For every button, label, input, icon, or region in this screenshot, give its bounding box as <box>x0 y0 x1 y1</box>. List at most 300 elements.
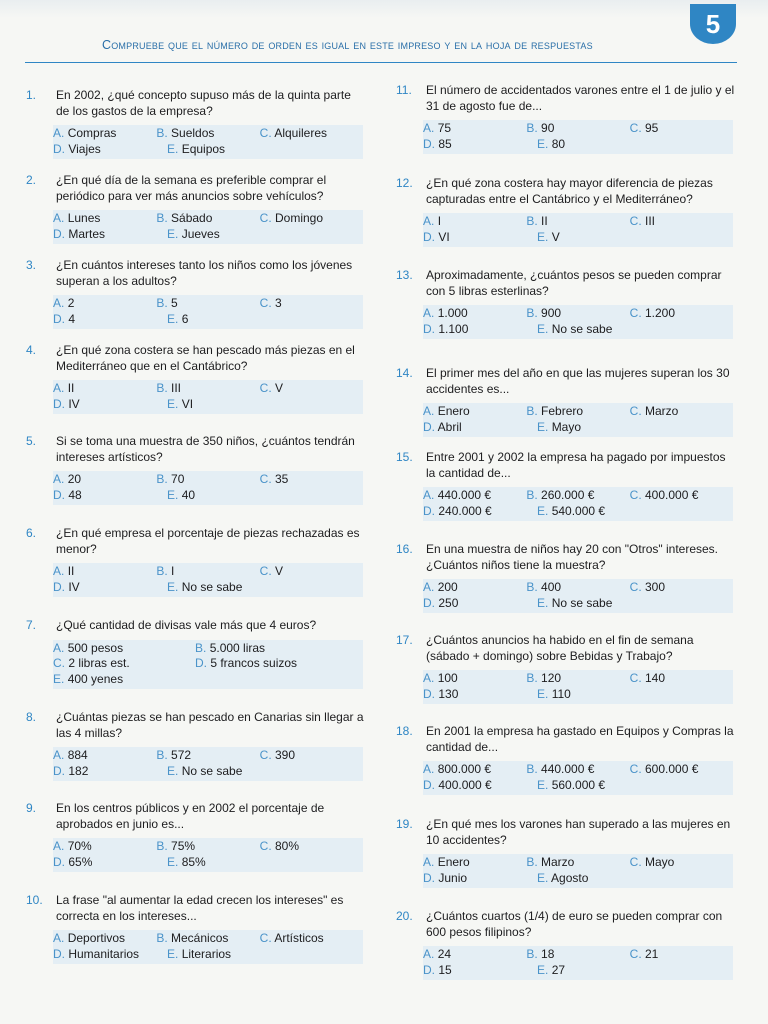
option-text: Humanitarios <box>68 946 140 961</box>
option-a[interactable] <box>423 488 526 504</box>
option-letter: D. <box>423 229 435 244</box>
option-letter: E. <box>167 854 179 869</box>
option-text: Enero <box>437 404 470 418</box>
question-16 <box>396 542 736 613</box>
question-header <box>26 893 366 924</box>
option-letter: B. <box>156 126 168 140</box>
option-text: 884 <box>67 748 88 762</box>
option-d[interactable] <box>53 764 167 780</box>
answer-options <box>423 854 733 888</box>
question-text: En 2002, ¿qué concepto supuso más de la quinta parte de los gastos de la empresa? <box>56 88 351 118</box>
option-letter: C. <box>259 381 272 395</box>
option-b[interactable] <box>526 488 629 504</box>
option-text: 572 <box>171 748 192 762</box>
option-text: II <box>67 381 75 395</box>
option-a[interactable] <box>53 564 156 580</box>
options-row <box>423 687 733 703</box>
option-e[interactable] <box>537 420 651 436</box>
option-text: Deportivos <box>67 931 126 945</box>
options-row <box>53 931 363 947</box>
option-letter: D. <box>53 763 65 778</box>
option-b[interactable] <box>526 855 629 871</box>
option-c[interactable] <box>260 472 363 488</box>
option-text: 40 <box>181 487 196 502</box>
option-a[interactable] <box>53 839 156 855</box>
option-letter: E. <box>537 777 549 792</box>
question-number: 20. <box>396 909 413 923</box>
option-letter: C. <box>629 947 642 961</box>
option-text: Literarios <box>181 946 232 961</box>
option-letter: E. <box>537 136 549 151</box>
option-c[interactable] <box>260 211 363 227</box>
option-letter: C. <box>259 211 272 225</box>
options-row <box>423 230 733 246</box>
question-7 <box>26 618 366 689</box>
option-text: 18 <box>541 947 555 961</box>
option-letter: C. <box>629 762 642 776</box>
option-text: Mayo <box>551 419 582 434</box>
question-text: El número de accidentados varones entre el 1 de julio y el 31 de agosto fue de... <box>426 83 735 113</box>
top-band <box>0 0 768 18</box>
option-d[interactable] <box>53 397 167 413</box>
options-row <box>53 397 363 413</box>
answer-options <box>423 946 733 980</box>
option-e[interactable] <box>537 322 651 338</box>
options-row <box>423 322 733 338</box>
question-header <box>396 450 736 481</box>
answer-options <box>53 930 363 964</box>
option-text: 400 yenes <box>67 671 124 686</box>
question-header <box>26 343 366 374</box>
question-number: 8. <box>26 710 37 724</box>
option-a[interactable] <box>53 211 156 227</box>
option-letter: E. <box>537 419 549 434</box>
option-letter: D. <box>423 321 435 336</box>
option-letter: D. <box>423 686 435 701</box>
answer-options <box>423 120 733 154</box>
question-17 <box>396 633 736 704</box>
option-e[interactable] <box>537 778 651 794</box>
option-e[interactable] <box>537 871 651 887</box>
option-text: 440.000 € <box>541 762 595 776</box>
option-letter: B. <box>526 855 538 869</box>
option-b[interactable] <box>526 580 629 596</box>
question-text: ¿En qué día de la semana es preferible comprar el periódico para ver más anuncios sobre vehículos? <box>56 173 327 203</box>
option-letter: A. <box>53 381 65 395</box>
option-text: I <box>437 214 442 228</box>
option-letter: D. <box>53 141 65 156</box>
option-letter: B. <box>156 564 168 578</box>
option-letter: A. <box>53 748 65 762</box>
option-text: 35 <box>275 472 289 486</box>
option-b[interactable] <box>156 296 259 312</box>
question-13 <box>396 268 736 339</box>
option-letter: E. <box>167 579 179 594</box>
option-a[interactable] <box>423 947 526 963</box>
option-letter: A. <box>423 855 435 869</box>
option-a[interactable] <box>53 472 156 488</box>
option-c[interactable] <box>260 748 363 764</box>
question-header <box>26 526 366 557</box>
question-header <box>396 268 736 299</box>
option-text: 560.000 € <box>551 777 606 792</box>
option-letter: C. <box>629 488 642 502</box>
option-letter: E. <box>537 229 549 244</box>
option-b[interactable] <box>156 126 259 142</box>
option-c[interactable] <box>630 306 733 322</box>
option-text: 250 <box>438 595 459 610</box>
question-header <box>396 724 736 755</box>
question-text: ¿En cuántos intereses tanto los niños como los jóvenes superan a los adultos? <box>56 258 353 288</box>
option-c[interactable] <box>260 296 363 312</box>
question-9 <box>26 801 366 872</box>
option-letter: C. <box>629 671 642 685</box>
option-d[interactable] <box>53 312 167 328</box>
option-a[interactable] <box>53 296 156 312</box>
option-letter: A. <box>53 296 65 310</box>
option-letter: A. <box>423 947 435 961</box>
question-number: 3. <box>26 258 37 272</box>
option-a[interactable] <box>423 214 526 230</box>
option-text: III <box>645 214 656 228</box>
option-e[interactable] <box>537 687 651 703</box>
option-c[interactable] <box>630 762 733 778</box>
option-c[interactable] <box>630 121 733 137</box>
option-letter: E. <box>167 487 179 502</box>
option-letter: A. <box>423 404 435 418</box>
option-a[interactable] <box>423 121 526 137</box>
option-b[interactable] <box>526 121 629 137</box>
option-letter: B. <box>156 839 168 853</box>
option-letter: D. <box>423 419 435 434</box>
option-b[interactable] <box>156 564 259 580</box>
option-text: 6 <box>181 311 189 326</box>
option-e[interactable] <box>167 312 281 328</box>
option-b[interactable] <box>156 931 259 947</box>
options-row <box>423 404 733 420</box>
question-text: La frase "al aumentar la edad crecen los intereses" es correcta en los intereses... <box>56 893 344 923</box>
option-text: Martes <box>68 226 106 241</box>
option-letter: C. <box>629 214 642 228</box>
option-text: Alquileres <box>274 126 328 140</box>
option-a[interactable] <box>53 931 156 947</box>
question-6 <box>26 526 366 597</box>
option-text: 200 <box>437 580 458 594</box>
question-number: 10. <box>26 893 43 907</box>
option-a[interactable] <box>53 641 195 657</box>
option-text: No se sabe <box>181 579 243 594</box>
option-text: 70 <box>171 472 185 486</box>
option-text: 140 <box>645 671 666 685</box>
option-text: 80% <box>275 839 300 853</box>
options-row <box>423 762 733 778</box>
option-e[interactable] <box>167 947 281 963</box>
question-text: ¿En qué empresa el porcentaje de piezas rechazadas es menor? <box>56 526 360 556</box>
option-e[interactable] <box>53 672 195 688</box>
option-letter: B. <box>526 404 538 418</box>
option-d[interactable] <box>423 596 537 612</box>
option-e[interactable] <box>537 137 651 153</box>
option-letter: E. <box>167 763 179 778</box>
question-8 <box>26 710 366 781</box>
option-text: I <box>171 564 175 578</box>
option-c[interactable] <box>630 580 733 596</box>
option-letter: D. <box>53 396 65 411</box>
option-text: 80 <box>551 136 566 151</box>
option-text: Enero <box>437 855 470 869</box>
option-text: 2 <box>67 296 75 310</box>
options-row <box>53 641 363 657</box>
options-row <box>53 472 363 488</box>
option-e[interactable] <box>167 488 281 504</box>
option-b[interactable] <box>195 641 337 657</box>
option-letter: B. <box>156 211 168 225</box>
answer-options <box>53 640 363 690</box>
option-text: 90 <box>541 121 555 135</box>
answer-options <box>423 670 733 704</box>
options-row <box>423 580 733 596</box>
option-b[interactable] <box>156 472 259 488</box>
question-header <box>26 88 366 119</box>
option-letter: D. <box>423 595 435 610</box>
answer-options <box>53 563 363 597</box>
option-text: V <box>275 564 284 578</box>
option-b[interactable] <box>526 947 629 963</box>
option-text: No se sabe <box>551 595 613 610</box>
option-c[interactable] <box>630 488 733 504</box>
question-text: En los centros públicos y en 2002 el porcentaje de aprobados en junio es... <box>56 801 325 831</box>
option-text: 85% <box>181 854 206 869</box>
options-row <box>53 296 363 312</box>
option-c[interactable] <box>630 214 733 230</box>
option-c[interactable] <box>260 381 363 397</box>
option-text: 500 pesos <box>67 640 124 655</box>
option-d[interactable] <box>53 855 167 871</box>
option-b[interactable] <box>526 214 629 230</box>
option-b[interactable] <box>156 381 259 397</box>
option-letter: C. <box>629 306 642 320</box>
option-a[interactable] <box>53 381 156 397</box>
option-b[interactable] <box>156 748 259 764</box>
question-2 <box>26 173 366 244</box>
question-19 <box>396 817 736 888</box>
option-c[interactable] <box>630 671 733 687</box>
question-text: En 2001 la empresa ha gastado en Equipos y Compras la cantidad de... <box>426 724 734 754</box>
question-4 <box>26 343 366 414</box>
question-number: 9. <box>26 801 37 815</box>
option-a[interactable] <box>423 855 526 871</box>
option-text: III <box>171 381 182 395</box>
option-letter: A. <box>53 839 65 853</box>
option-text: 240.000 € <box>438 503 492 518</box>
options-row <box>423 947 733 963</box>
option-letter: E. <box>53 671 65 686</box>
option-c[interactable] <box>630 947 733 963</box>
option-e[interactable] <box>167 227 281 243</box>
option-letter: D. <box>53 946 65 961</box>
option-text: 20 <box>67 472 82 486</box>
option-text: Equipos <box>181 141 226 156</box>
question-number: 13. <box>396 268 413 282</box>
answer-options <box>423 213 733 247</box>
option-e[interactable] <box>167 855 281 871</box>
option-letter: E. <box>537 870 549 885</box>
option-text: 15 <box>438 962 452 977</box>
option-letter: C. <box>629 855 642 869</box>
option-e[interactable] <box>167 764 281 780</box>
option-text: Mayo <box>645 855 675 869</box>
option-letter: D. <box>423 136 435 151</box>
option-b[interactable] <box>526 762 629 778</box>
option-letter: D. <box>53 487 65 502</box>
option-d[interactable] <box>423 778 537 794</box>
options-row <box>423 596 733 612</box>
question-text: Aproximadamente, ¿cuántos pesos se pueden comprar con 5 libras esterlinas? <box>426 268 722 298</box>
answer-options <box>53 471 363 505</box>
option-text: 5 francos suizos <box>210 656 298 670</box>
option-d[interactable] <box>423 420 537 436</box>
option-text: 120 <box>541 671 562 685</box>
question-header <box>26 173 366 204</box>
option-c[interactable] <box>260 931 363 947</box>
option-a[interactable] <box>53 126 156 142</box>
question-header <box>396 542 736 573</box>
option-c[interactable] <box>53 656 195 672</box>
question-5 <box>26 434 366 505</box>
options-row <box>53 211 363 227</box>
options-row <box>53 488 363 504</box>
option-text: 95 <box>645 121 659 135</box>
option-d[interactable] <box>423 871 537 887</box>
option-b[interactable] <box>526 671 629 687</box>
option-b[interactable] <box>156 211 259 227</box>
option-text: 440.000 € <box>437 488 492 502</box>
option-c[interactable] <box>630 855 733 871</box>
option-letter: D. <box>423 503 435 518</box>
options-row <box>423 137 733 153</box>
question-number: 7. <box>26 618 37 632</box>
option-c[interactable] <box>260 126 363 142</box>
question-number: 16. <box>396 542 413 556</box>
option-letter: C. <box>629 121 642 135</box>
option-d[interactable] <box>423 963 537 979</box>
option-letter: E. <box>167 311 179 326</box>
option-d[interactable] <box>53 142 167 158</box>
option-letter: D. <box>53 311 65 326</box>
option-d[interactable] <box>423 137 537 153</box>
option-text: 800.000 € <box>437 762 492 776</box>
option-text: II <box>67 564 75 578</box>
option-text: Mecánicos <box>171 931 229 945</box>
option-letter: C. <box>629 404 642 418</box>
option-letter: E. <box>537 321 549 336</box>
option-letter: B. <box>526 306 538 320</box>
option-text: 900 <box>541 306 562 320</box>
option-d[interactable] <box>53 488 167 504</box>
question-10 <box>26 893 366 964</box>
option-b[interactable] <box>526 306 629 322</box>
option-e[interactable] <box>537 963 651 979</box>
option-letter: E. <box>167 396 179 411</box>
option-letter: C. <box>629 580 642 594</box>
option-a[interactable] <box>423 580 526 596</box>
question-18 <box>396 724 736 795</box>
question-text: ¿En qué zona costera hay mayor diferencia de piezas capturadas entre el Cantábrico y el Mediterráneo? <box>426 176 713 206</box>
options-row <box>53 564 363 580</box>
option-text: 400.000 € <box>438 777 492 792</box>
option-text: II <box>541 214 548 228</box>
question-number: 17. <box>396 633 413 647</box>
options-row <box>53 748 363 764</box>
question-20 <box>396 909 736 980</box>
option-letter: B. <box>156 296 168 310</box>
option-d[interactable] <box>423 322 537 338</box>
option-letter: E. <box>537 686 549 701</box>
option-d[interactable] <box>423 230 537 246</box>
option-text: 3 <box>275 296 282 310</box>
option-e[interactable] <box>167 397 281 413</box>
option-d[interactable] <box>423 504 537 520</box>
options-row <box>423 778 733 794</box>
option-text: Marzo <box>541 855 575 869</box>
option-b[interactable] <box>156 839 259 855</box>
option-c[interactable] <box>260 564 363 580</box>
question-header <box>396 633 736 664</box>
answer-options <box>423 487 733 521</box>
option-a[interactable] <box>423 671 526 687</box>
option-e[interactable] <box>537 230 651 246</box>
option-letter: E. <box>167 141 179 156</box>
question-text: ¿Cuántas piezas se han pescado en Canarias sin llegar a las 4 millas? <box>56 710 364 740</box>
option-letter: B. <box>156 472 168 486</box>
answer-options <box>53 747 363 781</box>
option-text: V <box>275 381 284 395</box>
option-c[interactable] <box>260 839 363 855</box>
option-d[interactable] <box>195 656 337 672</box>
answer-options <box>53 380 363 414</box>
option-e[interactable] <box>167 580 281 596</box>
option-e[interactable] <box>537 504 651 520</box>
option-text: Lunes <box>67 211 101 225</box>
option-c[interactable] <box>630 404 733 420</box>
question-number: 6. <box>26 526 37 540</box>
option-text: 130 <box>438 686 459 701</box>
options-row <box>423 420 733 436</box>
option-a[interactable] <box>423 306 526 322</box>
options-row <box>423 871 733 887</box>
option-b[interactable] <box>526 404 629 420</box>
option-d[interactable] <box>53 947 167 963</box>
question-11 <box>396 83 736 154</box>
option-a[interactable] <box>53 748 156 764</box>
option-a[interactable] <box>423 762 526 778</box>
question-header <box>26 618 366 634</box>
option-text: Viajes <box>68 141 101 156</box>
option-e[interactable] <box>537 596 651 612</box>
option-a[interactable] <box>423 404 526 420</box>
option-e[interactable] <box>167 142 281 158</box>
question-header <box>26 434 366 465</box>
answer-options <box>53 125 363 159</box>
options-row <box>53 947 363 963</box>
option-d[interactable] <box>53 227 167 243</box>
question-text: ¿En qué zona costera se han pescado más piezas en el Mediterráneo que en el Cantábrico? <box>56 343 355 373</box>
option-text: 48 <box>68 487 82 502</box>
answer-options <box>423 305 733 339</box>
options-row <box>53 312 363 328</box>
option-d[interactable] <box>423 687 537 703</box>
option-d[interactable] <box>53 580 167 596</box>
